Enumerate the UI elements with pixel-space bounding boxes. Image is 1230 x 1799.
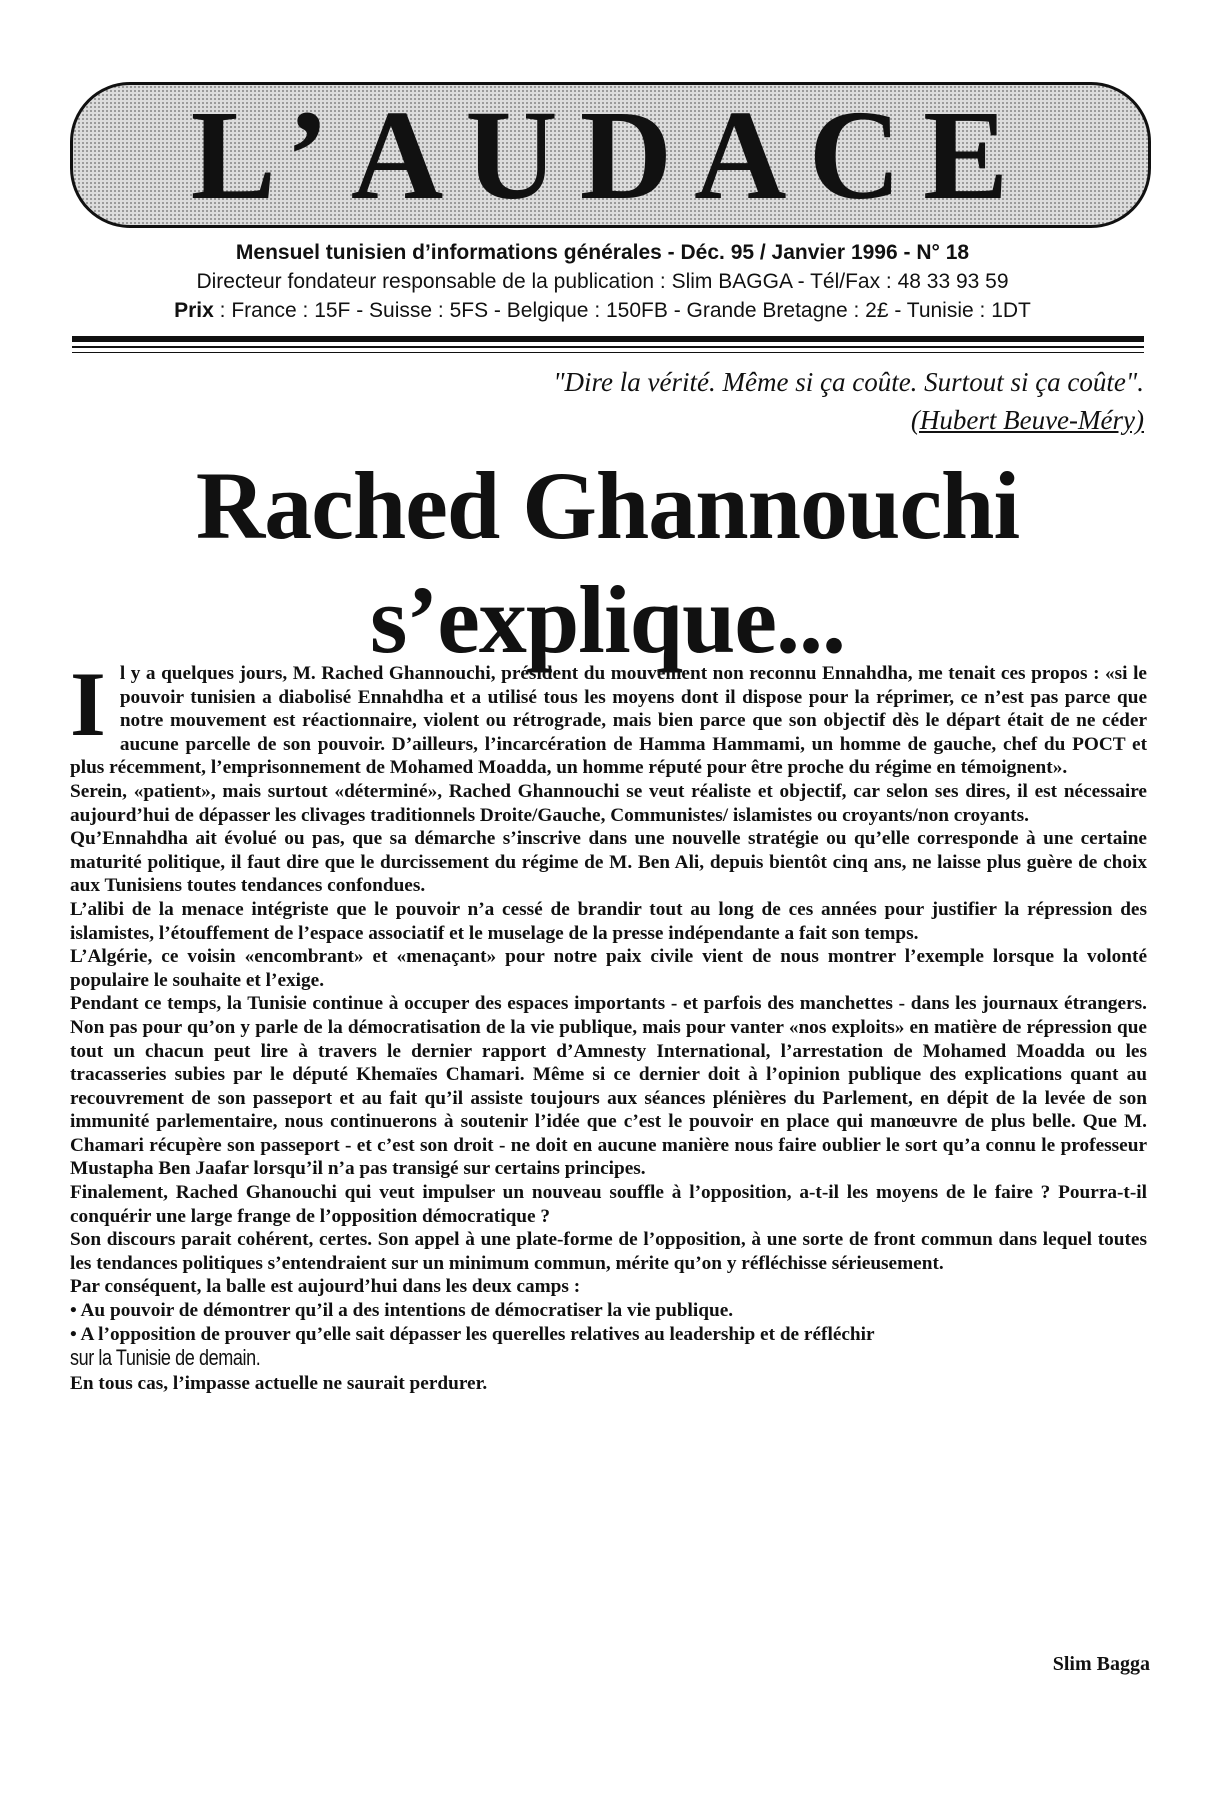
drop-cap: I xyxy=(70,653,106,755)
article-paragraph: Serein, «patient», mais surtout «déterminé», Rached Ghannouchi se veut réaliste et objectif, car selon ses dires, il est nécessaire aujourd’hui de dépasser les clivages traditionnels Droite/Gauche, Communistes/ islamistes ou croyants/non croyants. xyxy=(70,780,1147,826)
article-paragraph: Pendant ce temps, la Tunisie continue à occuper des espaces importants - et parfois des manchettes - dans les journaux étrangers. Non pas pour qu’on y parle de la démocratisation de la vie publique, mais pour vanter «nos exploits» en matière de répression que tout un chacun peut lire à travers le dernier rapport d’Amnesty International, l’arrestation de Mohamed Moadda ou les tracasseries subies par le député Khemaïes Chamari. Même si ce dernier doit à l’opinion publique des explications quant au recouvrement de son passeport et au fait qu’il assiste toujours aux séances plénières du Parlement, en dépit de la levée de son immunité parlementaire, nous continuerons à soutenir l’idée que c’est le pouvoir en place qui manœuvre de plus belle. Que M. Chamari récupère son passeport - et c’est son droit - ne doit en aucune manière nous faire oublier le sort qu’a connu le professeur Mustapha Ben Jaafar lorsqu’il n’a pas transigé sur certains principes. xyxy=(70,993,1147,1180)
header-rule-thick xyxy=(72,336,1144,342)
bullet-tail xyxy=(70,1346,1147,1372)
epigraph-author: (Hubert Beuve-Méry) xyxy=(910,405,1144,435)
closing-line: En tous cas, l’impasse actuelle ne saurait perdurer. xyxy=(70,1372,488,1394)
article-paragraph: L’Algérie, ce voisin «encombrant» et «menaçant» pour notre paix civile vient de nous montrer l’exemple lorsque la volonté populaire le souhaite et l’exige. xyxy=(70,946,1147,991)
author-signature: Slim Bagga xyxy=(1052,1653,1150,1675)
masthead-title: L’AUDACE xyxy=(190,84,1031,226)
article-paragraph: Finalement, Rached Ghanouchi qui veut impulser un nouveau souffle à l’opposition, a-t-il les moyens de le faire ? Pourra-t-il conquérir une large frange de l’opposition démocratique ? xyxy=(70,1182,1147,1227)
header-rule-thin xyxy=(72,346,1144,348)
price-text: : France : 15F - Suisse : 5FS - Belgique : 150FB - Grande Bretagne : 2£ - Tunisie : 1DT xyxy=(213,299,1031,322)
bullet-item: • Au pouvoir de démontrer qu’il a des intentions de démocratiser la vie publique. xyxy=(70,1300,734,1322)
paragraph-text: l y a quelques jours, M. Rached Ghannouchi, président du mouvement non reconnu Ennahdha, me tenait ces propos : «si le pouvoir tunisien a diabolisé Ennahdha et a utilisé tous les moyens dont il dispose pour la réprimer, ce n’est pas parce que notre mouvement est réactionnaire, violent ou rétrograde, mais bien parce que son objectif dès le départ était de ne céder aucune parcelle de son pouvoir. D’ailleurs, l’incarcération de Hamma Hammami, un homme de gauche, chef du POCT et plus récemment, l’emprisonnement de Mohamed Moadda, un homme réputé pour être proche du régime en témoignent». xyxy=(70,663,1147,779)
epigraph-quote: "Dire la vérité. Même si ça coûte. Surtout si ça coûte". xyxy=(553,367,1144,397)
article-paragraph xyxy=(70,653,1147,780)
headline-line-2: s’explique... xyxy=(369,566,846,673)
article-paragraph: Qu’Ennahdha ait évolué ou pas, que sa démarche s’inscrive dans une nouvelle stratégie ou qu’elle corresponde à une certaine maturité politique, il faut dire que le durcissement du régime de M. Ben Ali, depuis bientôt cinq ans, ne laisse plus guère de choix aux Tunisiens toutes tendances confondues. xyxy=(70,828,1147,897)
article-paragraph: Par conséquent, la balle est aujourd’hui dans les deux camps : xyxy=(70,1276,581,1298)
article-paragraph: L’alibi de la menace intégriste que le pouvoir n’a cessé de brandir tout au long de ces années pour justifier la répression des islamistes, l’étouffement de l’espace associatif et le muselage de la presse indépendante a fait son temps. xyxy=(70,898,1147,944)
masthead-director-line: Directeur fondateur responsable de la publication : Slim BAGGA - Tél/Fax : 48 33 93 59 xyxy=(196,270,1009,293)
headline-line-1: Rached Ghannouchi xyxy=(195,452,1020,559)
bullet-item: • A l’opposition de prouver qu’elle sait dépasser les querelles relatives au leadership et de réfléchir xyxy=(70,1323,875,1345)
article-paragraph: Son discours parait cohérent, certes. Son appel à une plate-forme de l’opposition, à une sorte de front commun dans lequel toutes les tendances politiques s’entendraient sur un minimum commun, mérite qu’on y réfléchisse sérieusement. xyxy=(70,1229,1147,1274)
bullet-tail-text: sur la Tunisie de demain. xyxy=(70,1345,261,1371)
masthead-banner xyxy=(70,82,1151,228)
header-rule-hairline xyxy=(72,352,1144,353)
masthead-subtitle: Mensuel tunisien d’informations générales - Déc. 95 / Janvier 1996 - N° 18 xyxy=(235,241,970,264)
masthead-price-line xyxy=(60,298,1145,324)
article-body xyxy=(70,653,1147,1395)
price-label: Prix xyxy=(174,299,214,322)
